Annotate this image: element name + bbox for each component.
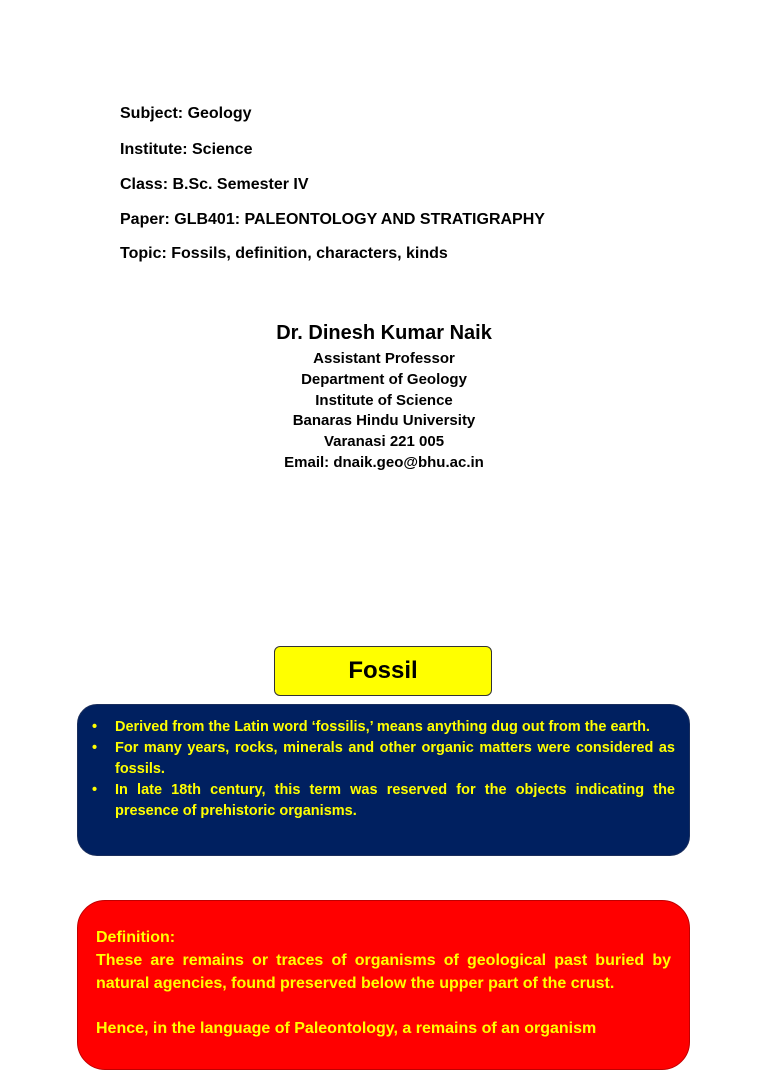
bullet-icon: •	[92, 782, 98, 798]
list-item	[92, 780, 675, 822]
course-institute: Institute: Science	[120, 141, 253, 158]
course-subject: Subject: Geology	[120, 105, 252, 122]
course-class: Class: B.Sc. Semester IV	[120, 176, 309, 193]
definition-partial-text: Hence, in the language of Paleontology, a remains of an organism	[96, 1020, 597, 1037]
author-email: Email: dnaik.geo@bhu.ac.in	[284, 453, 484, 471]
definition-box	[77, 900, 690, 1070]
bullet-text: Derived from the Latin word ‘fossilis,’ means anything dug out from the earth.	[115, 719, 650, 735]
author-name: Dr. Dinesh Kumar Naik	[276, 322, 492, 344]
bullet-text: For many years, rocks, minerals and other organic matters were considered as fossils.	[115, 740, 675, 777]
author-department: Department of Geology	[301, 370, 467, 388]
definition-heading: Definition:	[96, 929, 176, 946]
fossil-info-box	[77, 704, 690, 856]
fossil-title: Fossil	[348, 657, 418, 684]
fossil-bullet-list	[92, 717, 675, 822]
course-topic: Topic: Fossils, definition, characters, kinds	[120, 245, 448, 262]
definition-text: These are remains or traces of organisms of geological past buried by natural agencies, found preserved below the upper part of the crust.	[96, 952, 671, 992]
bullet-icon: •	[92, 719, 98, 735]
list-item	[92, 717, 675, 738]
author-block	[0, 320, 768, 474]
author-city: Varanasi 221 005	[323, 433, 445, 451]
author-designation: Assistant Professor	[313, 350, 455, 367]
list-item	[92, 738, 675, 780]
bullet-icon: •	[92, 740, 98, 756]
course-paper: Paper: GLB401: PALEONTOLOGY AND STRATIGRAPHY	[120, 211, 545, 228]
author-institute: Institute of Science	[315, 391, 453, 409]
author-university: Banaras Hindu University	[292, 412, 476, 430]
bullet-text: In late 18th century, this term was reserved for the objects indicating the presence of prehistoric organisms.	[115, 782, 675, 819]
fossil-title-box	[274, 646, 492, 696]
